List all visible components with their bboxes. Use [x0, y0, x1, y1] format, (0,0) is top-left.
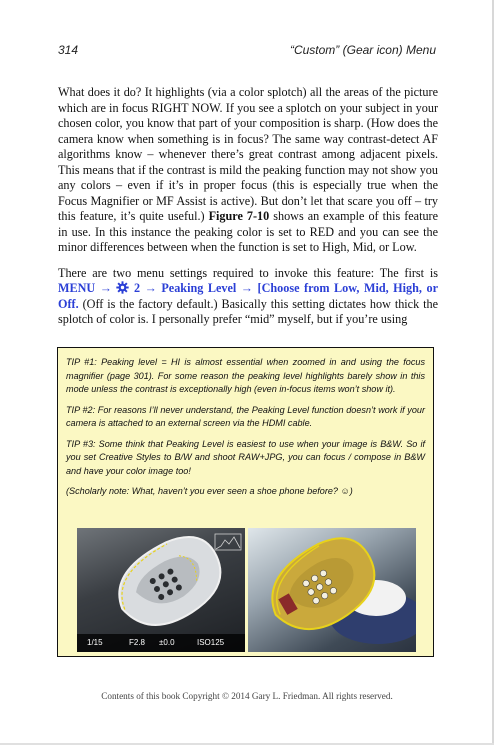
- paragraph-1: [58, 85, 438, 256]
- camera-info-bar: [77, 634, 245, 652]
- tip-1: TIP #1: Peaking level = HI is almost essential when zoomed in and using the focus magnifier (page 301). For some reason the peaking level highlights barely show in this mode unless the contrast is exceptionally high (even in-focus items won’t show it).: [66, 357, 425, 394]
- copyright-footer: Contents of this book Copyright © 2014 Gary L. Friedman. All rights reserved.: [101, 691, 393, 701]
- exposure-comp-readout: ±0.0: [159, 638, 175, 647]
- iso-readout: ISO125: [197, 638, 225, 647]
- body-text: [58, 85, 438, 338]
- menu-path-end: 2 → Peaking Level → [Choose from Low, Mid, High, or Off.: [58, 281, 438, 311]
- paragraph-2-end: (Off is the factory default.) Basically this setting dictates how thick the splotch of color is. I personally prefer “mid” myself, but if you’re using: [58, 296, 439, 326]
- running-title: “Custom” (Gear icon) Menu: [289, 43, 436, 57]
- paragraph-2: [58, 266, 438, 328]
- figure-photos: [77, 528, 416, 654]
- shutter-readout: 1/15: [87, 638, 103, 647]
- paragraph-2-start: There are two menu settings required to invoke this feature: The first is: [58, 265, 438, 280]
- bw-peaking-photo: [77, 528, 245, 652]
- figure-reference: Figure 7-10: [208, 209, 270, 223]
- gear-icon: [116, 281, 129, 294]
- tip-2: TIP #2: For reasons I’ll never understand, the Peaking Level function doesn’t work if your camera is attached to an external screen via the HDMI cable.: [66, 404, 425, 428]
- tip-3: TIP #3: Some think that Peaking Level is easiest to use when your image is B&W. So if you set Creative Styles to B/W and shoot RAW+JPG, you can focus / compose in B&W and have your color image too!: [66, 438, 425, 476]
- paragraph-1-end: shows an example of this feature in use. In this instance the peaking color is set to RED and you can see the minor differences between when the function is set to High, Mid, or Low.: [58, 209, 439, 254]
- scholarly-note: (Scholarly note: What, haven’t you ever seen a shoe phone before? ☺): [66, 486, 353, 496]
- aperture-readout: F2.8: [129, 638, 146, 647]
- color-peaking-photo: [248, 528, 416, 652]
- paragraph-1-start: What does it do? It highlights (via a color splotch) all the areas of the picture which are in focus RIGHT NOW. If you see a splotch on your subject in your chosen color, you know that part of your composition is sharp. (How does the camera know when something is in focus? The same way contrast-detect AF algorithms know – whenever there’s great contrast among adjacent pixels. This means that if the contrast is mild the peaking function may not show you any colors – even if it’s in proper focus (this is especially true when the Focus Magnifier or MF Assist is active). But don’t let that scare you off – try this feature, it’s quite useful.): [58, 85, 438, 223]
- menu-path-start: MENU →: [58, 281, 112, 295]
- page-number: 314: [58, 43, 79, 57]
- color-shoe-phone-illustration: [248, 528, 416, 652]
